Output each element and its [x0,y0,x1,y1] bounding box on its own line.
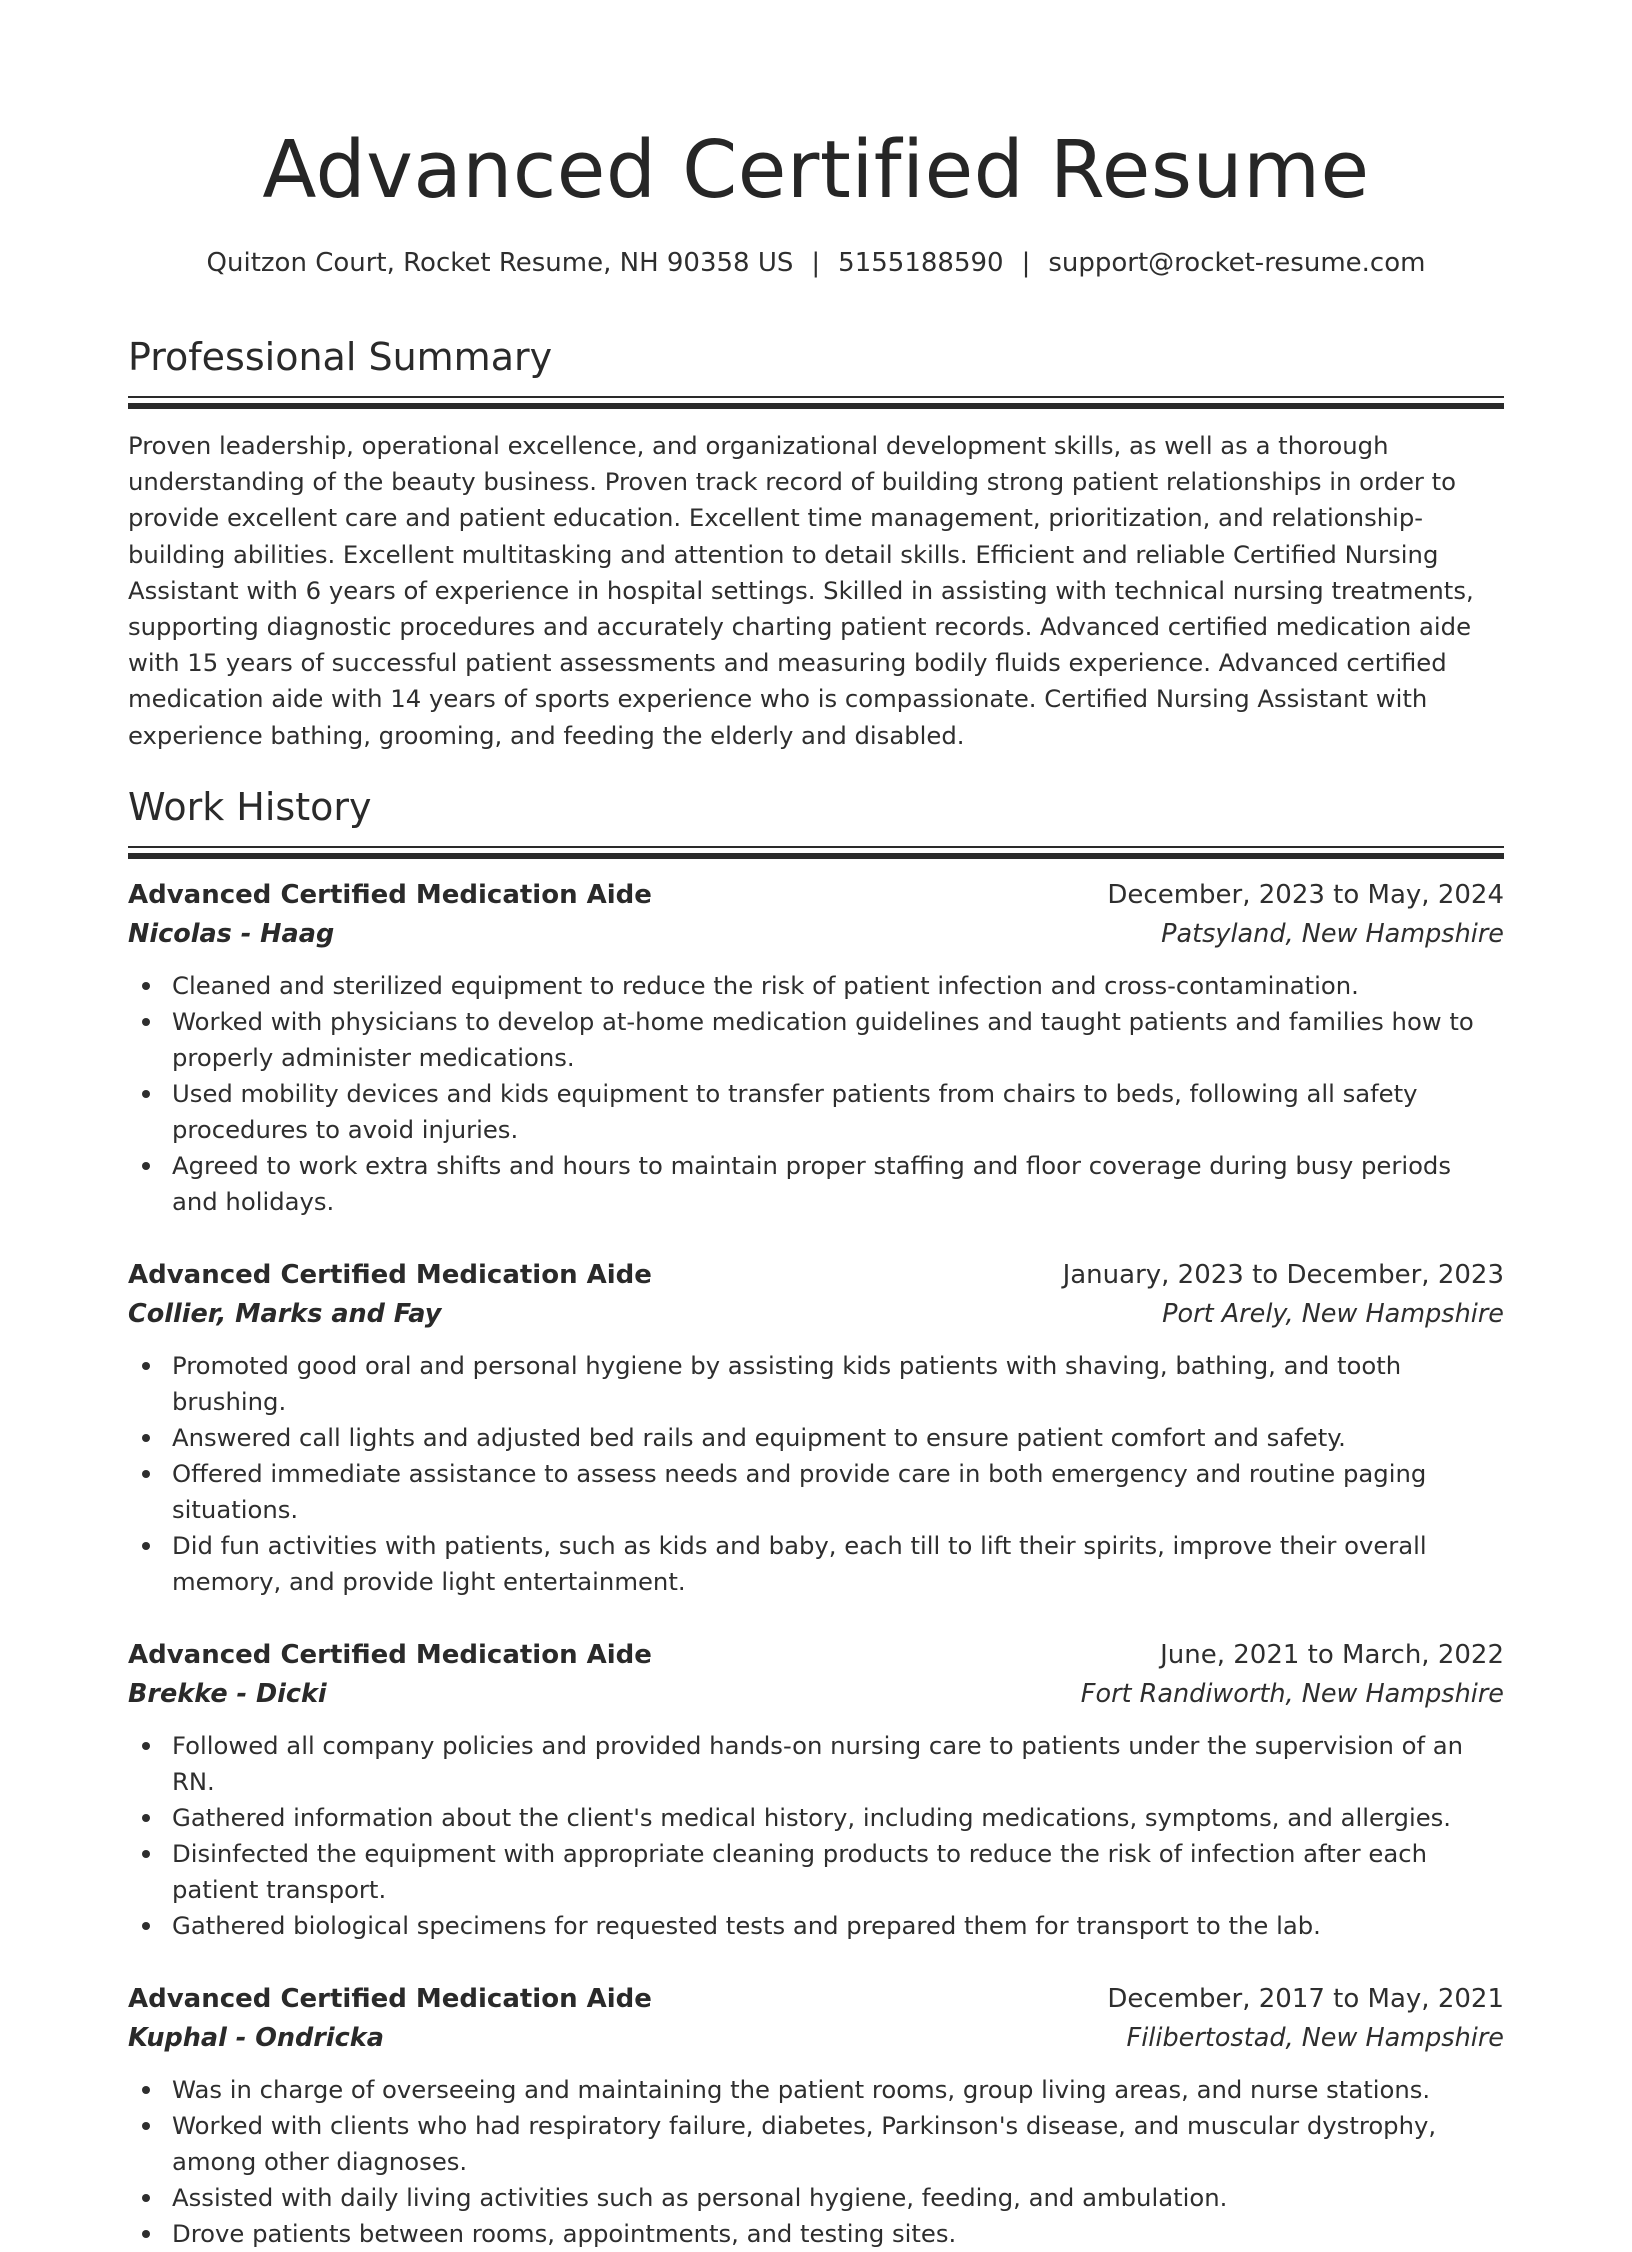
job-location: Fort Randiworth, New Hampshire [1080,1678,1504,1709]
job-location: Port Arely, New Hampshire [1162,1298,1504,1329]
bullet-icon [142,1018,150,1026]
divider-thick-line [128,853,1504,859]
job-duty-text: Cleaned and sterilized equipment to reduce the risk of patient infection and cross-contamination. [172,970,1359,1000]
contact-address: Quitzon Court, Rocket Resume, NH 90358 US [206,248,794,278]
job-duty-text: Drove patients between rooms, appointments, and testing sites. [172,2218,957,2248]
candidate-name: Advanced Certified Resume [262,124,1370,216]
job-title: Advanced Certified Medication Aide [128,1639,652,1670]
contact-phone: 5155188590 [838,248,1004,278]
job-duty-text: Worked with clients who had respiratory failure, diabetes, Parkinson's disease, and muscular dystrophy, among other diagnoses. [172,2110,1437,2176]
job-duty-text: Offered immediate assistance to assess needs and provide care in both emergency and routine paging situations. [172,1458,1427,1524]
job-duty-item [172,1004,1504,1076]
job-title: Advanced Certified Medication Aide [128,879,652,910]
contact-line [128,246,1504,280]
divider-thick-line [128,403,1504,409]
job-duty-item [172,1456,1504,1528]
job-employer-row [128,2018,1504,2058]
company-name: Collier, Marks and Fay [128,1298,442,1329]
job-duty-item [172,1908,1504,1944]
job-duty-text: Used mobility devices and kids equipment to transfer patients from chairs to beds, following all safety procedures to avoid injuries. [172,1078,1418,1144]
job-duty-item [172,1420,1504,1456]
job-duty-text: Answered call lights and adjusted bed rails and equipment to ensure patient comfort and safety. [172,1422,1346,1452]
job-dates: December, 2023 to May, 2024 [1107,879,1504,910]
job-header-row [128,1980,1504,2018]
job-entry [128,1256,1504,1600]
contact-separator: | [811,248,821,278]
job-duty-item [172,1076,1504,1148]
job-duty-text: Worked with physicians to develop at-home medication guidelines and taught patients and families how to properly administer medications. [172,1006,1474,1072]
professional-summary-section [128,332,1504,754]
bullet-icon [142,1090,150,1098]
job-duty-text: Did fun activities with patients, such as kids and baby, each till to lift their spirits, improve their overall memory, and provide light entertainment. [172,1530,1427,1596]
bullet-icon [142,2230,150,2238]
job-location: Patsyland, New Hampshire [1161,918,1504,949]
job-duty-item [172,2180,1504,2216]
bullet-icon [142,1162,150,1170]
section-title-work-history: Work History [128,784,372,829]
bullet-icon [142,1542,150,1550]
company-name: Brekke - Dicki [128,1678,327,1709]
job-dates: December, 2017 to May, 2021 [1107,1983,1504,2014]
job-duty-item [172,1348,1504,1420]
job-duty-text: Gathered biological specimens for requested tests and prepared them for transport to the lab. [172,1910,1321,1940]
bullet-icon [142,982,150,990]
job-entry [128,1980,1504,2252]
job-header-row [128,1256,1504,1294]
job-dates: June, 2021 to March, 2022 [1160,1639,1504,1670]
job-entry [128,1636,1504,1944]
bullet-icon [142,1362,150,1370]
job-employer-row [128,1674,1504,1714]
job-employer-row [128,1294,1504,1334]
work-history-section [128,782,1504,2252]
bullet-icon [142,1814,150,1822]
section-divider [128,396,1504,406]
bullet-icon [142,1470,150,1478]
bullet-icon [142,1742,150,1750]
divider-thin-line [128,396,1504,398]
job-duty-item [172,1800,1504,1836]
job-title: Advanced Certified Medication Aide [128,1983,652,2014]
job-duty-item [172,2072,1504,2108]
job-duty-text: Promoted good oral and personal hygiene by assisting kids patients with shaving, bathing, and tooth brushing. [172,1350,1402,1416]
job-duty-item [172,2108,1504,2180]
section-title-summary: Professional Summary [128,335,553,379]
job-duties-list [128,2072,1504,2252]
bullet-icon [142,2122,150,2130]
job-duty-item [172,1528,1504,1600]
job-duty-item [172,2216,1504,2252]
job-duties-list [128,968,1504,1220]
job-duty-text: Assisted with daily living activities such as personal hygiene, feeding, and ambulation. [172,2182,1228,2212]
divider-thin-line [128,846,1504,848]
job-title: Advanced Certified Medication Aide [128,1259,652,1290]
job-dates: January, 2023 to December, 2023 [1062,1259,1504,1290]
job-duty-text: Agreed to work extra shifts and hours to maintain proper staffing and floor coverage during busy periods and holidays. [172,1150,1452,1216]
job-duties-list [128,1348,1504,1600]
job-duty-text: Gathered information about the client's medical history, including medications, symptoms, and allergies. [172,1802,1452,1832]
job-duty-item [172,1836,1504,1908]
bullet-icon [142,1434,150,1442]
bullet-icon [142,1850,150,1858]
job-location: Filibertostad, New Hampshire [1126,2022,1504,2053]
bullet-icon [142,1922,150,1930]
contact-email: support@rocket-resume.com [1048,248,1426,278]
bullet-icon [142,2194,150,2202]
job-duty-text: Was in charge of overseeing and maintaining the patient rooms, group living areas, and nurse stations. [172,2074,1431,2104]
company-name: Nicolas - Haag [128,918,335,949]
job-entry [128,876,1504,1220]
job-header-row [128,876,1504,914]
summary-text: Proven leadership, operational excellence, and organizational development skills, as well as a thorough understanding of the beauty business. Proven track record of building strong patient relationships in order to provide excellent care and patient education. Excellent time management, prioritization, and relationship-building abilities. Excellent multitasking and attention to detail skills. Efficient and reliable Certified Nursing Assistant with 6 years of experience in hospital settings. Skilled in assisting with technical nursing treatments, supporting diagnostic procedures and accurately charting patient records. Advanced certified medication aide with 15 years of successful patient assessments and measuring bodily fluids experience. Advanced certified medication aide with 14 years of sports experience who is compassionate. Certified Nursing Assistant with experience bathing, grooming, and feeding the elderly and disabled. [128,431,1474,750]
job-employer-row [128,914,1504,954]
job-duties-list [128,1728,1504,1944]
job-duty-item [172,1148,1504,1220]
section-divider [128,846,1504,856]
contact-separator: | [1021,248,1031,278]
job-duty-text: Followed all company policies and provided hands-on nursing care to patients under the supervision of an RN. [172,1730,1464,1796]
bullet-icon [142,2086,150,2094]
job-duty-item [172,968,1504,1004]
job-duty-item [172,1728,1504,1800]
job-header-row [128,1636,1504,1674]
job-duty-text: Disinfected the equipment with appropriate cleaning products to reduce the risk of infection after each patient transport. [172,1838,1427,1904]
company-name: Kuphal - Ondricka [128,2022,384,2053]
